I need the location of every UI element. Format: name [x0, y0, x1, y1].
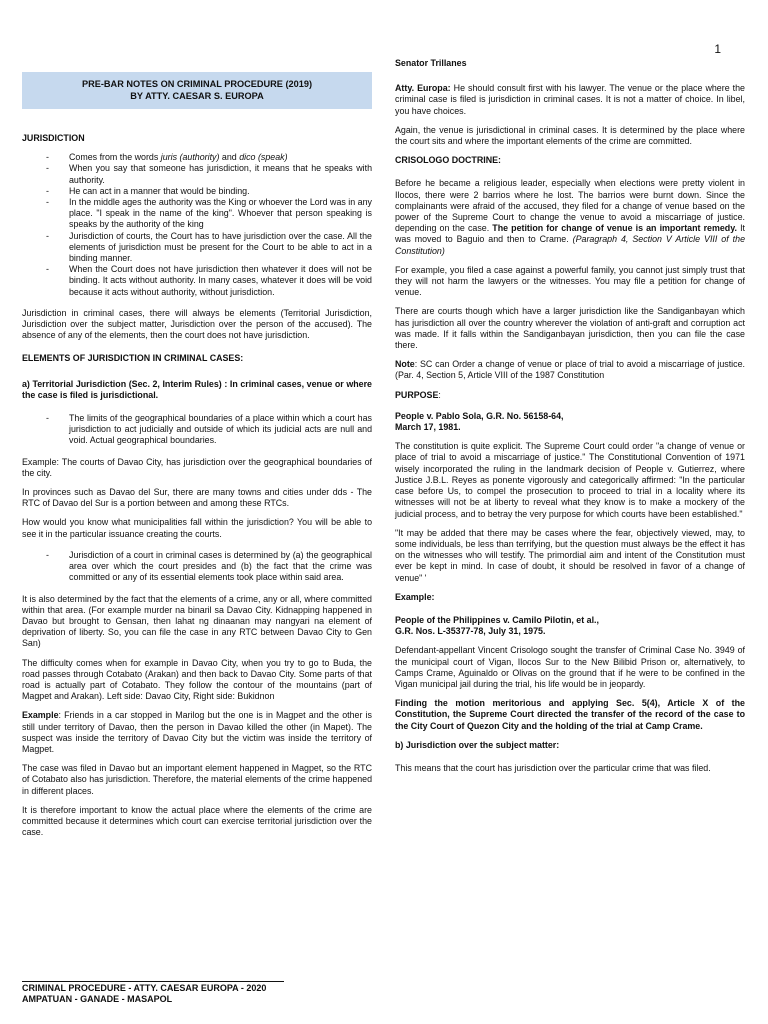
paragraph-means: This means that the court has jurisdiction over the particular crime that was filed.: [395, 762, 711, 773]
list-item: - Comes from the words juris (authority) and dico (speak): [22, 152, 372, 163]
paragraph-how: How would you know what municipalities fall within the jurisdiction? You will be able to see it in the particular issuance creating the courts.: [22, 517, 372, 539]
heading-subject-matter: b) Jurisdiction over the subject matter:: [395, 739, 560, 750]
heading-territorial-jurisdiction: a) Territorial Jurisdiction (Sec. 2, Interim Rules) : In criminal cases, venue or where the case is filed is jurisdictional.: [22, 378, 372, 400]
list-item: - The limits of the geographical boundaries of a place within which a court has jurisdiction to act judicially and outside of which its judicial acts are null and void. Actual geographical boundaries.: [22, 413, 372, 447]
paragraph-for-example: For example, you filed a case against a powerful family, you cannot just simply trust that they will not harm the lawyers or the witnesses. You may file a petition for change of venue.: [395, 264, 745, 298]
list-item: - Jurisdiction of courts, the Court has to have jurisdiction over the case. All the elements of jurisdiction must be present for the Court to be able to act in a binding manner.: [22, 231, 372, 265]
heading-crisologo-doctrine: CRISOLOGO DOCTRINE:: [395, 155, 502, 166]
list-item: - When the Court does not have jurisdiction then whatever it does will not be binding. It acts without authority. In many cases, whatever it does will be void because it acts without authority, without jurisdiction.: [22, 264, 372, 298]
title-line-2: BY ATTY. CAESAR S. EUROPA: [130, 91, 264, 101]
paragraph-also-determined: It is also determined by the fact that the elements of a crime, any or all, where committed within that area. (For example murder na binaril sa Davao City. Kidnapping happened in Davao but brought to Gensan, then lahat ng dinaanan may nangyari na element of deprivation of liberty. So, you can file the case in any RTC between Davao City to Gen San): [22, 593, 372, 649]
paragraph-constitution: The constitution is quite explicit. The Supreme Court could order "a change of venue or place of trial to avoid a miscarriage of justice." The Constitutional Convention of 1971 wisely incorporated the ruling in the landmark decision of People v. Gutierrez, where Justice J.B.L. Reyes as ponente vigorously and categorically affirmed: "In the particular case before Us, to compel the prosecution to proceed to trial in a locality where its witnesses will not be at liberty to reveal what they know is to make a mockery of the judicial process, and to betray the very purpose for which courts have been established.": [395, 441, 745, 519]
territorial-bullet-list: [22, 413, 372, 447]
page-footer: [22, 983, 282, 1005]
paragraph-example-friends: Example: Friends in a car stopped in Marilog but the one is in Magpet and the other is still under territory of Davao, then the person in Davao killed the other (in Mapet). The suspect was inside the territory of Davao City but the victim was inside the territory of Magpet.: [22, 710, 372, 754]
left-column: [22, 56, 372, 846]
paragraph-case-filed: The case was filed in Davao but an important element happened in Magpet, so the RTC of Cotabato also has jurisdiction. Therefore, the material elements of the crime happened in different places.: [22, 763, 372, 796]
paragraph-note: Note: SC can Order a change of venue or place of trial to avoid a miscarriage of justice. (Par. 4, Section 5, Article VIII of the 1987 Constitution: [395, 359, 745, 381]
paragraph-again: Again, the venue is jurisdictional in criminal cases. It is determined by the place where the court sits and where the important elements of the crime are committed.: [395, 124, 745, 147]
paragraph-before: Before he became a religious leader, especially when elections were pretty violent in Ilocos, there were 2 barrios where he lost. The barrios were burnt down. Since the complainants were afraid of the accused, they filed for a change of venue based on the power of the Supreme Court to change the venue to avoid a miscarriage of justice. depending on the case. The petition for change of venue is an important remedy. It was moved to Baguio and then to Crame. (Paragraph 4, Section V Article VIII of the Constitution): [395, 178, 745, 256]
jurisdiction-bullet-list: [22, 152, 372, 298]
list-item: - He can act in a manner that would be binding.: [22, 186, 372, 197]
paragraph-example-davao: Example: The courts of Davao City, has jurisdiction over the geographical boundaries of the city.: [22, 456, 372, 478]
list-item: - Jurisdiction of a court in criminal cases is determined by (a) the geographical area over which the court presides and (b) the fact that the crime was committed or any of its essential elements took place within said area.: [22, 550, 372, 584]
right-column: [395, 58, 745, 782]
footer-line-2: AMPATUAN - GANADE - MASAPOL: [22, 994, 173, 1004]
page-number: 1: [714, 42, 721, 56]
title-line-1: PRE-BAR NOTES ON CRIMINAL PROCEDURE (2019): [81, 79, 313, 89]
paragraph-finding: Finding the motion meritorious and applying Sec. 5(4), Article X of the Constitution, the Supreme Court directed the transfer of the record of the case to the City Court of Quezon City and the holding of the trial at Camp Crame.: [395, 698, 745, 731]
paragraph-therefore: It is therefore important to know the actual place where the elements of the crime are committed because it determines which court can exercise territorial jurisdiction over the case.: [22, 804, 372, 838]
heading-senator: Senator Trillanes: [395, 58, 467, 68]
heading-jurisdiction: JURISDICTION: [22, 133, 85, 143]
paragraph-courts: There are courts though which have a larger jurisdiction like the Sandiganbayan which has jurisdiction all over the country wherever the violation of anti-graft and corruption act was made. If it falls within the Sandiganbayan jurisdiction, then you can file the case there.: [395, 306, 745, 351]
list-item: - When you say that someone has jurisdiction, it means that he speaks with authority.: [22, 163, 372, 185]
case-citation-sola: People v. Pablo Sola, G.R. No. 56158-64, March 17, 1981.: [395, 410, 564, 433]
paragraph-defendant: Defendant-appellant Vincent Crisologo sought the transfer of Criminal Case No. 3949 of the municipal court of Vigan, Ilocos Sur to the New Bilibid Prison or, alternatively, to Camps Crame, Aguinaldo or Olivas on the ground that if he were to be confined in the Vigan municipal jail during the trial, his life would be in jeopardy.: [395, 645, 745, 689]
document-title-banner: [22, 72, 372, 109]
footer-line-1: CRIMINAL PROCEDURE - ATTY. CAESAR EUROPA - 2020: [22, 983, 267, 993]
determined-bullet-list: [22, 550, 372, 584]
paragraph-provinces: In provinces such as Davao del Sur, there are many towns and cities under dds - The RTC of Davao del Sur is a portion between and among these RTCs.: [22, 487, 372, 509]
case-citation-pilotin: People of the Philippines v. Camilo Pilotin, et al., G.R. Nos. L-35377-78, July 31, 1975.: [395, 614, 599, 637]
paragraph-elements-intro: Jurisdiction in criminal cases, there will always be elements (Territorial Jurisdiction, Jurisdiction over the subject matter, Jurisdiction over the person of the accused). The absence of any of the elements, then the court does not have jurisdiction.: [22, 307, 372, 341]
paragraph-europa: Atty. Europa: He should consult first with his lawyer. The venue or the place where the criminal case is filed is jurisdiction in criminal cases. It is not a matter of choice. In libel, you have choices.: [395, 83, 745, 116]
heading-purpose: PURPOSE:: [395, 389, 441, 400]
heading-elements-of-jurisdiction: ELEMENTS OF JURISDICTION IN CRIMINAL CASES:: [22, 353, 244, 364]
paragraph-difficulty: The difficulty comes when for example in Davao City, when you try to go to Buda, the road passes through Cotabato (Arakan) and then back to Davao City. Some parts of that road is actually part of Cotabato. They follow the contour of the mountains (part of Magpet and Arakan). Left side: Davao City, Right side: Bukidnon: [22, 657, 372, 702]
list-item: - In the middle ages the authority was the King or whoever the Lord was in any place. "I speak in the name of the king". Whoever that person speaking is speaks by the authority of the king: [22, 197, 372, 231]
paragraph-added: "It may be added that there may be cases where the fear, objectively viewed, may, to some individuals, be less than terrifying, but the question must always be the effect it has on the witnesses who will testify. The primordial aim and intent of the Constitution must ever be kept in mind. In case of doubt, it should be resolved in favor of a change of venue" ': [395, 527, 745, 583]
footer-divider: [22, 981, 284, 982]
heading-example: Example:: [395, 591, 435, 602]
